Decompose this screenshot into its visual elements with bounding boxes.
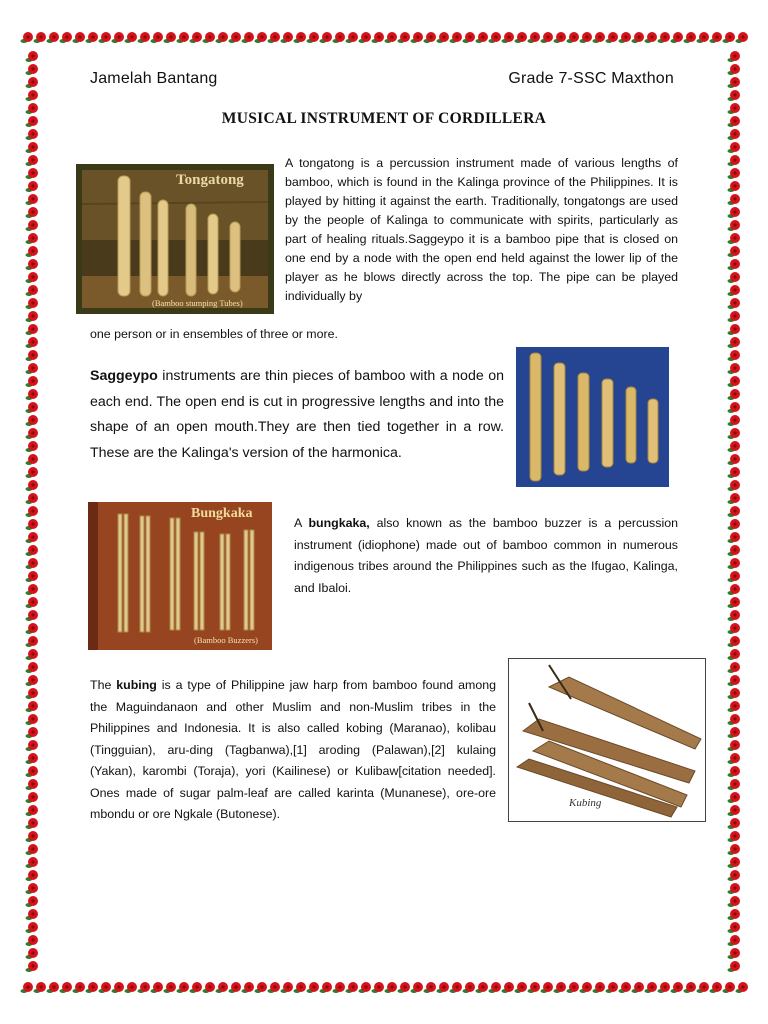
red-flower-icon <box>60 982 73 993</box>
red-flower-icon <box>26 389 39 400</box>
red-flower-icon <box>307 982 320 993</box>
red-flower-icon <box>728 155 741 166</box>
red-flower-icon <box>26 324 39 335</box>
red-flower-icon <box>26 142 39 153</box>
red-flower-icon <box>728 285 741 296</box>
red-flower-icon <box>728 805 741 816</box>
red-flower-icon <box>26 701 39 712</box>
red-flower-icon <box>632 32 645 43</box>
kubing-image <box>508 658 706 822</box>
red-flower-icon <box>463 32 476 43</box>
red-flower-icon <box>190 982 203 993</box>
red-flower-icon <box>26 129 39 140</box>
red-flower-icon <box>26 168 39 179</box>
red-flower-icon <box>645 982 658 993</box>
red-flower-icon <box>125 32 138 43</box>
red-flower-icon <box>728 207 741 218</box>
red-flower-icon <box>73 32 86 43</box>
red-flower-icon <box>476 32 489 43</box>
red-flower-icon <box>728 792 741 803</box>
red-flower-icon <box>47 982 60 993</box>
red-flower-icon <box>26 818 39 829</box>
red-flower-icon <box>728 753 741 764</box>
tongatong-paragraph-tail: one person or in ensembles of three or more. <box>90 327 338 341</box>
red-flower-icon <box>728 532 741 543</box>
red-flower-icon <box>728 324 741 335</box>
red-flower-icon <box>26 961 39 972</box>
red-flower-icon <box>26 922 39 933</box>
red-flower-icon <box>26 311 39 322</box>
red-flower-icon <box>728 818 741 829</box>
red-flower-icon <box>26 519 39 530</box>
red-flower-icon <box>658 32 671 43</box>
red-flower-icon <box>728 584 741 595</box>
red-flower-icon <box>541 982 554 993</box>
tongatong-image <box>76 164 274 314</box>
red-flower-icon <box>26 779 39 790</box>
red-flower-icon <box>728 558 741 569</box>
red-flower-icon <box>398 982 411 993</box>
red-flower-icon <box>728 675 741 686</box>
red-flower-icon <box>728 779 741 790</box>
red-flower-icon <box>26 610 39 621</box>
red-flower-icon <box>728 337 741 348</box>
red-flower-icon <box>385 32 398 43</box>
red-flower-icon <box>619 32 632 43</box>
red-flower-icon <box>26 857 39 868</box>
red-flower-icon <box>645 32 658 43</box>
red-flower-icon <box>26 155 39 166</box>
red-flower-icon <box>216 982 229 993</box>
red-flower-icon <box>26 545 39 556</box>
red-flower-icon <box>728 714 741 725</box>
red-flower-icon <box>99 32 112 43</box>
red-flower-icon <box>26 597 39 608</box>
red-flower-icon <box>164 982 177 993</box>
red-flower-icon <box>26 363 39 374</box>
red-flower-icon <box>346 982 359 993</box>
red-flower-icon <box>728 857 741 868</box>
red-flower-icon <box>26 532 39 543</box>
bungkaka-image-caption: (Bamboo Buzzers) <box>194 635 258 645</box>
red-flower-icon <box>26 90 39 101</box>
red-flower-icon <box>728 610 741 621</box>
red-flower-icon <box>177 982 190 993</box>
red-flower-icon <box>437 32 450 43</box>
red-flower-icon <box>567 32 580 43</box>
red-flower-icon <box>424 982 437 993</box>
red-flower-icon <box>26 935 39 946</box>
saggeypo-text: instruments are thin pieces of bamboo with a node on each end. The open end is cut in progressive lengths and into the shape of an open mouth.They are then tied together in a row. These are the Kalinga's version of the harmonica. <box>90 368 504 461</box>
bungkaka-image <box>88 502 272 650</box>
red-flower-icon <box>26 480 39 491</box>
red-flower-icon <box>728 571 741 582</box>
tongatong-paragraph: A tongatong is a percussion instrument made of various lengths of bamboo, which is found in the Kalinga province of the Philippines. It is played by hitting it against the earth. Traditionally, tongatongs are used by the people of Kalinga to communicate with spirits, particularly as part of healing rituals.Saggeypo it is a bamboo pipe that is closed on one end by a node with the open end held against the lower lip of the player as he blows directly across the top. The pipe can be played individually by <box>285 156 678 303</box>
red-flower-icon <box>728 389 741 400</box>
red-flower-icon <box>567 982 580 993</box>
red-flower-icon <box>728 662 741 673</box>
red-flower-icon <box>333 982 346 993</box>
red-flower-icon <box>26 753 39 764</box>
red-flower-icon <box>26 896 39 907</box>
red-flower-icon <box>359 32 372 43</box>
red-flower-icon <box>489 982 502 993</box>
red-flower-icon <box>411 982 424 993</box>
red-flower-icon <box>112 982 125 993</box>
red-flower-icon <box>728 883 741 894</box>
red-flower-icon <box>203 982 216 993</box>
red-flower-icon <box>728 519 741 530</box>
red-flower-icon <box>26 272 39 283</box>
red-flower-icon <box>437 982 450 993</box>
page-title: MUSICAL INSTRUMENT OF CORDILLERA <box>221 110 547 127</box>
red-flower-icon <box>476 982 489 993</box>
red-flower-icon <box>728 727 741 738</box>
red-flower-icon <box>26 285 39 296</box>
red-flower-icon <box>281 982 294 993</box>
red-flower-icon <box>26 948 39 959</box>
red-flower-icon <box>26 688 39 699</box>
red-flower-icon <box>728 948 741 959</box>
red-flower-icon <box>728 454 741 465</box>
red-flower-icon <box>294 982 307 993</box>
red-flower-icon <box>26 402 39 413</box>
red-flower-icon <box>255 32 268 43</box>
red-flower-icon <box>26 467 39 478</box>
red-flower-icon <box>26 207 39 218</box>
red-flower-icon <box>242 32 255 43</box>
red-flower-icon <box>728 168 741 179</box>
red-flower-icon <box>26 64 39 75</box>
red-flower-icon <box>26 415 39 426</box>
red-flower-icon <box>728 493 741 504</box>
red-flower-icon <box>26 636 39 647</box>
bungkaka-image-label: Bungkaka <box>191 506 253 521</box>
red-flower-icon <box>26 454 39 465</box>
red-flower-icon <box>671 982 684 993</box>
red-flower-icon <box>728 51 741 62</box>
red-flower-icon <box>26 675 39 686</box>
kubing-text: is a type of Philippine jaw harp from bamboo found among the Maguindanaon and other Muslim and non-Muslim tribes in the Philippines and Indonesia. It is also called kobing (Maranao), kolibau (Tingguian), aru-ding (Tagbanwa),[1] aroding (Palawan),[2] kulaing (Yakan), karombi (Toraja), yori (Kailinese) or Kulibaw[citation needed]. Ones made of sugar palm-leaf are called karinta (Munanese), ore-ore mbondu or ore Ngkale (Butonese). <box>90 678 496 821</box>
red-flower-icon <box>398 32 411 43</box>
red-flower-icon <box>294 32 307 43</box>
red-flower-icon <box>26 337 39 348</box>
red-flower-icon <box>307 32 320 43</box>
red-flower-icon <box>728 402 741 413</box>
red-flower-icon <box>502 32 515 43</box>
red-flower-icon <box>26 233 39 244</box>
red-flower-icon <box>728 311 741 322</box>
red-flower-icon <box>86 32 99 43</box>
red-flower-icon <box>26 441 39 452</box>
red-flower-icon <box>26 883 39 894</box>
saggeypo-paragraph <box>90 364 504 466</box>
red-flower-icon <box>541 32 554 43</box>
red-flower-icon <box>728 90 741 101</box>
red-flower-icon <box>333 32 346 43</box>
red-flower-icon <box>73 982 86 993</box>
red-flower-icon <box>359 982 372 993</box>
red-flower-icon <box>463 982 476 993</box>
red-flower-icon <box>606 32 619 43</box>
flower-border-right <box>724 26 746 998</box>
red-flower-icon <box>26 805 39 816</box>
red-flower-icon <box>26 870 39 881</box>
grade-section: Grade 7-SSC Maxthon <box>508 70 674 87</box>
flower-border-left <box>22 26 44 998</box>
red-flower-icon <box>26 831 39 842</box>
red-flower-icon <box>26 558 39 569</box>
red-flower-icon <box>728 129 741 140</box>
flower-border-top <box>20 26 748 48</box>
red-flower-icon <box>372 32 385 43</box>
red-flower-icon <box>728 870 741 881</box>
red-flower-icon <box>47 32 60 43</box>
red-flower-icon <box>728 688 741 699</box>
red-flower-icon <box>26 571 39 582</box>
red-flower-icon <box>229 982 242 993</box>
red-flower-icon <box>728 363 741 374</box>
red-flower-icon <box>728 766 741 777</box>
red-flower-icon <box>26 649 39 660</box>
red-flower-icon <box>372 982 385 993</box>
red-flower-icon <box>216 32 229 43</box>
red-flower-icon <box>728 142 741 153</box>
red-flower-icon <box>593 32 606 43</box>
red-flower-icon <box>728 740 741 751</box>
red-flower-icon <box>728 909 741 920</box>
kubing-lead: The <box>90 678 117 692</box>
red-flower-icon <box>502 982 515 993</box>
red-flower-icon <box>554 32 567 43</box>
red-flower-icon <box>26 714 39 725</box>
tongatong-image-label: Tongatong <box>176 172 244 188</box>
red-flower-icon <box>268 32 281 43</box>
red-flower-icon <box>320 32 333 43</box>
red-flower-icon <box>242 982 255 993</box>
red-flower-icon <box>255 982 268 993</box>
red-flower-icon <box>26 623 39 634</box>
red-flower-icon <box>385 982 398 993</box>
red-flower-icon <box>658 982 671 993</box>
red-flower-icon <box>229 32 242 43</box>
red-flower-icon <box>728 428 741 439</box>
red-flower-icon <box>728 233 741 244</box>
red-flower-icon <box>281 32 294 43</box>
red-flower-icon <box>26 220 39 231</box>
red-flower-icon <box>60 32 73 43</box>
red-flower-icon <box>580 982 593 993</box>
red-flower-icon <box>26 428 39 439</box>
red-flower-icon <box>515 32 528 43</box>
red-flower-icon <box>86 982 99 993</box>
bungkaka-text: also known as the bamboo buzzer is a percussion instrument (idiophone) made out of bamboo common in numerous indigenous tribes around the Philippines such as the Ifugao, Kalinga, and Ibaloi. <box>294 516 678 595</box>
red-flower-icon <box>728 441 741 452</box>
red-flower-icon <box>26 51 39 62</box>
red-flower-icon <box>138 32 151 43</box>
red-flower-icon <box>164 32 177 43</box>
red-flower-icon <box>489 32 502 43</box>
red-flower-icon <box>728 272 741 283</box>
red-flower-icon <box>26 246 39 257</box>
red-flower-icon <box>728 623 741 634</box>
kubing-image-label: Kubing <box>569 797 602 809</box>
red-flower-icon <box>26 298 39 309</box>
red-flower-icon <box>320 982 333 993</box>
red-flower-icon <box>684 982 697 993</box>
red-flower-icon <box>606 982 619 993</box>
red-flower-icon <box>728 181 741 192</box>
red-flower-icon <box>528 32 541 43</box>
red-flower-icon <box>728 220 741 231</box>
red-flower-icon <box>26 194 39 205</box>
bungkaka-lead: A <box>294 516 309 530</box>
red-flower-icon <box>728 896 741 907</box>
red-flower-icon <box>728 961 741 972</box>
red-flower-icon <box>728 415 741 426</box>
red-flower-icon <box>26 259 39 270</box>
red-flower-icon <box>728 350 741 361</box>
kubing-term: kubing <box>116 678 157 692</box>
red-flower-icon <box>26 506 39 517</box>
red-flower-icon <box>593 982 606 993</box>
red-flower-icon <box>697 32 710 43</box>
red-flower-icon <box>125 982 138 993</box>
bungkaka-paragraph <box>294 513 678 599</box>
red-flower-icon <box>190 32 203 43</box>
red-flower-icon <box>138 982 151 993</box>
red-flower-icon <box>728 246 741 257</box>
red-flower-icon <box>26 376 39 387</box>
red-flower-icon <box>26 909 39 920</box>
red-flower-icon <box>728 506 741 517</box>
red-flower-icon <box>580 32 593 43</box>
red-flower-icon <box>728 649 741 660</box>
red-flower-icon <box>112 32 125 43</box>
author-name: Jamelah Bantang <box>90 70 218 87</box>
tongatong-image-caption: (Bamboo stumping Tubes) <box>152 298 243 308</box>
red-flower-icon <box>728 922 741 933</box>
red-flower-icon <box>450 32 463 43</box>
red-flower-icon <box>728 64 741 75</box>
red-flower-icon <box>99 982 112 993</box>
red-flower-icon <box>728 636 741 647</box>
red-flower-icon <box>26 584 39 595</box>
red-flower-icon <box>632 982 645 993</box>
red-flower-icon <box>728 597 741 608</box>
red-flower-icon <box>26 350 39 361</box>
red-flower-icon <box>710 982 723 993</box>
red-flower-icon <box>26 727 39 738</box>
red-flower-icon <box>619 982 632 993</box>
red-flower-icon <box>710 32 723 43</box>
red-flower-icon <box>728 935 741 946</box>
red-flower-icon <box>26 493 39 504</box>
red-flower-icon <box>728 844 741 855</box>
bungkaka-term: bungkaka, <box>308 516 370 530</box>
red-flower-icon <box>528 982 541 993</box>
red-flower-icon <box>728 77 741 88</box>
red-flower-icon <box>26 792 39 803</box>
red-flower-icon <box>411 32 424 43</box>
red-flower-icon <box>177 32 190 43</box>
red-flower-icon <box>26 662 39 673</box>
red-flower-icon <box>728 194 741 205</box>
red-flower-icon <box>728 259 741 270</box>
red-flower-icon <box>26 181 39 192</box>
red-flower-icon <box>26 77 39 88</box>
red-flower-icon <box>728 545 741 556</box>
kubing-paragraph <box>90 675 496 826</box>
red-flower-icon <box>554 982 567 993</box>
red-flower-icon <box>151 32 164 43</box>
red-flower-icon <box>728 467 741 478</box>
red-flower-icon <box>684 32 697 43</box>
red-flower-icon <box>151 982 164 993</box>
flower-border-bottom <box>20 976 748 998</box>
saggeypo-term: Saggeypo <box>90 368 158 384</box>
red-flower-icon <box>728 298 741 309</box>
red-flower-icon <box>26 740 39 751</box>
red-flower-icon <box>450 982 463 993</box>
red-flower-icon <box>728 376 741 387</box>
red-flower-icon <box>26 766 39 777</box>
red-flower-icon <box>728 831 741 842</box>
red-flower-icon <box>671 32 684 43</box>
red-flower-icon <box>728 480 741 491</box>
red-flower-icon <box>203 32 216 43</box>
red-flower-icon <box>346 32 359 43</box>
red-flower-icon <box>697 982 710 993</box>
saggeypo-image <box>516 347 669 487</box>
red-flower-icon <box>728 701 741 712</box>
red-flower-icon <box>515 982 528 993</box>
red-flower-icon <box>268 982 281 993</box>
red-flower-icon <box>424 32 437 43</box>
red-flower-icon <box>26 844 39 855</box>
